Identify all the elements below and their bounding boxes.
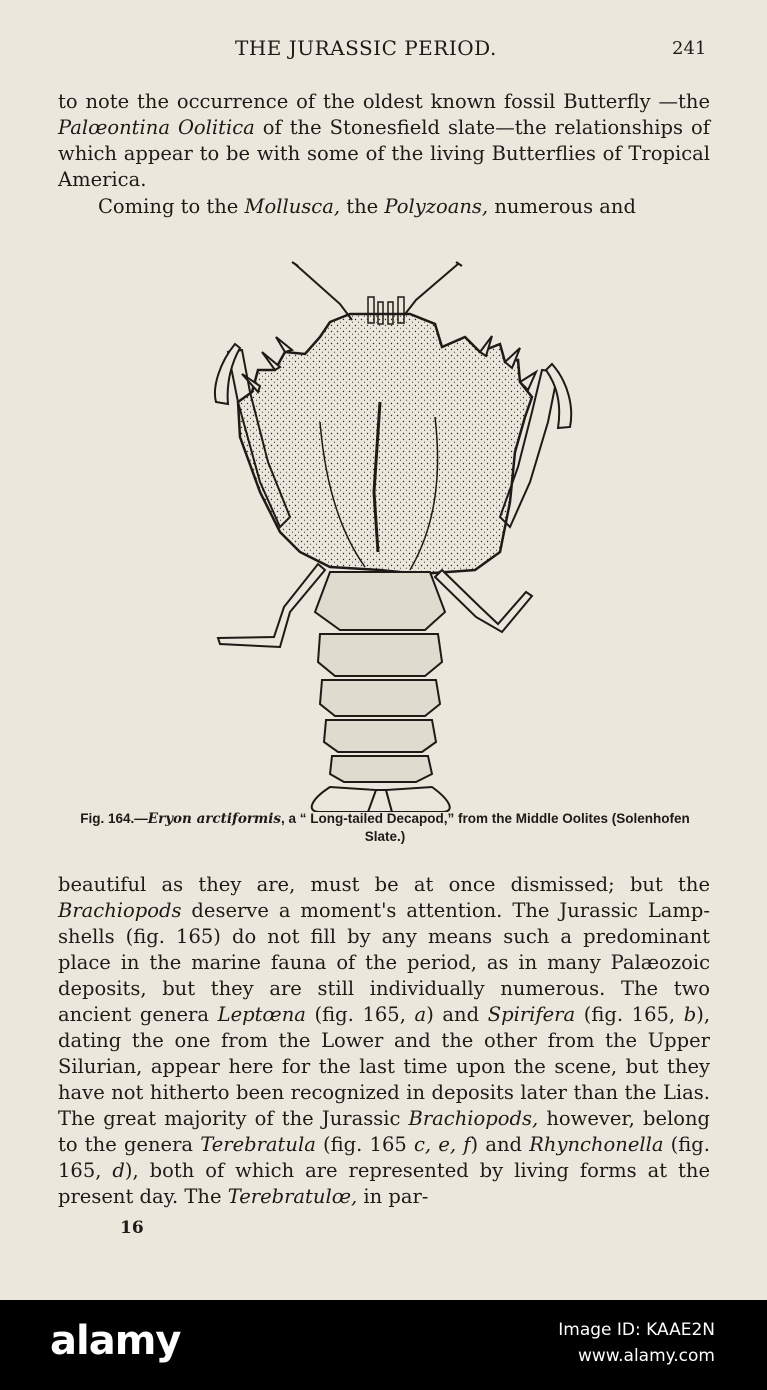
- italic-term: Rhynchonella: [529, 1133, 664, 1156]
- italic-term: Terebratula: [200, 1133, 316, 1156]
- text-run: in par-: [357, 1185, 429, 1208]
- text-run: the: [340, 195, 385, 218]
- text-run: (fig. 165,: [305, 1003, 415, 1026]
- stock-watermark-bar: [0, 1300, 767, 1390]
- text-run: to note the occurrence of the oldest known fossil Butterfly —the: [58, 90, 710, 113]
- italic-term: c, e, f: [414, 1133, 471, 1156]
- italic-term: Polyzoans,: [384, 195, 489, 218]
- paragraph-mollusca: [58, 194, 710, 220]
- alamy-logo[interactable]: alamy: [50, 1318, 181, 1364]
- text-run: (fig. 165,: [575, 1003, 684, 1026]
- text-run: numerous and: [488, 195, 636, 218]
- italic-term: d: [112, 1159, 125, 1182]
- italic-term: Brachiopods,: [408, 1107, 539, 1130]
- running-head-title: THE JURASSIC PERIOD.: [235, 36, 497, 60]
- text-run: ) and: [426, 1003, 488, 1026]
- italic-term: Mollusca,: [244, 195, 341, 218]
- text-run: beautiful as they are, must be at once dismissed; but the: [58, 873, 710, 896]
- antenna-left: [292, 262, 352, 320]
- signature-mark: 16: [120, 1218, 144, 1238]
- caption-species: Eryon arctiformis: [147, 811, 281, 827]
- antenna-right: [402, 262, 462, 318]
- text-run: (fig. 165: [315, 1133, 414, 1156]
- text-run: however, belong to the genera: [58, 1107, 710, 1156]
- text-run: ), both of which are represented by living forms at the present day. The: [58, 1159, 710, 1208]
- figure-caption: [80, 810, 690, 845]
- italic-term: a: [414, 1003, 427, 1026]
- paragraph-butterfly: [58, 89, 710, 193]
- tail-fan: [312, 787, 450, 812]
- text-run: (fig. 165,: [58, 1133, 710, 1182]
- text-run: deserve a moment's attention. The Jurassic Lamp-shells (fig. 165) do not fill by any means such a predominant place in the marine fauna of the period, as in many Palæozoic deposits, but they are still individually numerous. The two ancient genera: [58, 899, 710, 1026]
- page-number: 241: [672, 38, 707, 59]
- text-run: of the Stonesfield slate—the relationships of which appear to be with some of the living Butterflies of Tropical America.: [58, 116, 710, 191]
- paragraph-brachiopods: [58, 872, 710, 1210]
- italic-term: Terebratulœ,: [227, 1185, 358, 1208]
- abdomen: [315, 572, 445, 782]
- italic-term: b: [683, 1003, 697, 1026]
- italic-term: Leptœna: [217, 1003, 306, 1026]
- text-run: ), dating the one from the Lower and the other from the Upper Silurian, appear here for the last time upon the scene, but they have not hitherto been recognized in deposits later than the Lias. The great majority of the Jurassic: [58, 1003, 711, 1130]
- text-run: ) and: [470, 1133, 530, 1156]
- eryon-illustration: [180, 252, 600, 812]
- italic-term: Palœontina Oolitica: [58, 116, 255, 139]
- caption-rest: , a “ Long-tailed Decapod,” from the Middle Oolites (Solenhofen Slate.): [280, 811, 690, 844]
- watermark-url[interactable]: www.alamy.com: [577, 1346, 715, 1366]
- caption-label: Fig. 164.—: [80, 811, 148, 826]
- running-head: [0, 36, 767, 66]
- text-run: Coming to the: [98, 195, 245, 218]
- italic-term: Brachiopods: [58, 899, 182, 922]
- image-id: Image ID: KAAE2N: [558, 1320, 715, 1340]
- italic-term: Spirifera: [487, 1003, 576, 1026]
